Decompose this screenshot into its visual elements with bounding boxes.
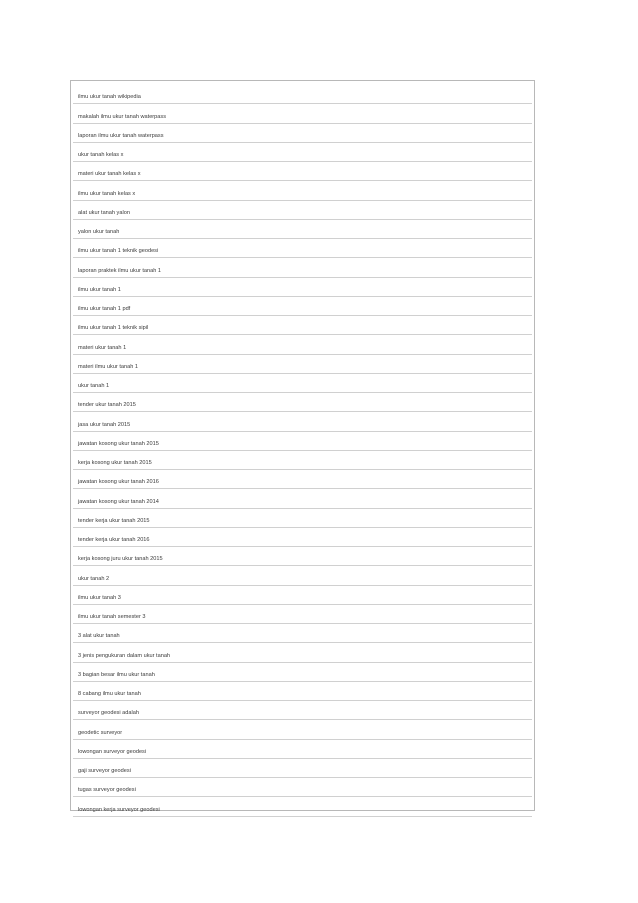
keyword-row [73,85,532,104]
keyword-row [73,759,532,778]
keyword-row [73,220,532,239]
keyword-link[interactable]: ilmu ukur tanah 1 [78,286,121,293]
keyword-row [73,663,532,682]
keyword-link[interactable]: jawatan kosong ukur tanah 2016 [78,479,159,486]
keyword-link[interactable]: ilmu ukur tanah 1 teknik geodesi [78,248,159,255]
keyword-link[interactable]: tugas surveyor geodesi [78,787,136,794]
keyword-link[interactable]: lowongan kerja surveyor geodesi [78,806,160,813]
keyword-link[interactable]: materi ukur tanah kelas x [78,171,141,178]
keyword-link[interactable]: lowongan surveyor geodesi [78,748,147,755]
keyword-link[interactable]: laporan ilmu ukur tanah waterpass [78,132,164,139]
keyword-row [73,432,532,451]
keyword-link[interactable]: alat ukur tanah yalon [78,209,130,216]
keyword-row [73,239,532,258]
keyword-link[interactable]: 3 jenis pengukuran dalam ukur tanah [78,652,171,659]
keyword-list-box [70,80,535,811]
keyword-link[interactable]: kerja kosong ukur tanah 2015 [78,460,152,466]
keyword-row [73,778,532,797]
keyword-row [73,489,532,508]
keyword-link[interactable]: surveyor geodesi adalah [78,710,139,717]
keyword-row [73,720,532,739]
keyword-link[interactable]: 3 bagian besar ilmu ukur tanah [78,671,155,678]
keyword-link[interactable]: ilmu ukur tanah 1 pdf [78,306,131,312]
keyword-link[interactable]: ilmu ukur tanah 3 [78,594,121,601]
keyword-row [73,605,532,624]
keyword-link[interactable]: jawatan kosong ukur tanah 2014 [78,498,159,505]
keyword-row [73,586,532,605]
keyword-link[interactable]: materi ilmu ukur tanah 1 [78,363,139,370]
keyword-row [73,451,532,470]
keyword-link[interactable]: tender kerja ukur tanah 2016 [78,537,150,543]
keyword-row [73,643,532,662]
keyword-row [73,143,532,162]
keyword-row [73,278,532,297]
keyword-link[interactable]: geodetic surveyor [78,729,123,736]
keyword-row [73,528,532,547]
keyword-row [73,335,532,354]
keyword-link[interactable]: ilmu ukur tanah wikipedia [78,94,141,101]
keyword-link[interactable]: tender ukur tanah 2015 [78,402,136,409]
keyword-link[interactable]: ukur tanah 2 [78,575,110,582]
keyword-link[interactable]: jasa ukur tanah 2015 [78,421,131,428]
keyword-link[interactable]: kerja kosong juru ukur tanah 2015 [78,556,163,563]
keyword-row [73,682,532,701]
keyword-row [73,509,532,528]
keyword-link[interactable]: makalah ilmu ukur tanah waterpass [78,113,166,120]
keyword-row [73,316,532,335]
keyword-row [73,547,532,566]
keyword-link[interactable]: ilmu ukur tanah 1 teknik sipil [78,325,149,332]
keyword-link[interactable]: 8 cabang ilmu ukur tanah [78,691,141,697]
keyword-link[interactable]: materi ukur tanah 1 [78,344,127,351]
keyword-row [73,124,532,143]
keyword-row [73,740,532,759]
keyword-link[interactable]: laporan praktek ilmu ukur tanah 1 [78,267,162,274]
keyword-link[interactable]: ilmu ukur tanah semester 3 [78,614,146,620]
keyword-link[interactable]: tender kerja ukur tanah 2015 [78,517,150,524]
keyword-link[interactable]: ukur tanah 1 [78,383,110,389]
keyword-row [73,624,532,643]
keyword-link[interactable]: yalon ukur tanah [78,229,120,235]
keyword-row [73,258,532,277]
keyword-list [73,85,532,817]
keyword-link[interactable]: ilmu ukur tanah kelas x [78,190,136,197]
keyword-row [73,701,532,720]
keyword-row [73,355,532,374]
keyword-link[interactable]: 3 alat ukur tanah [78,633,120,640]
keyword-link[interactable]: ukur tanah kelas x [78,152,124,158]
keyword-row [73,181,532,200]
keyword-row [73,162,532,181]
keyword-row [73,374,532,393]
keyword-row [73,393,532,412]
keyword-link[interactable]: gaji surveyor geodesi [78,768,131,774]
keyword-row [73,201,532,220]
keyword-row [73,104,532,123]
keyword-row [73,797,532,816]
keyword-row [73,470,532,489]
keyword-row [73,297,532,316]
keyword-row [73,412,532,431]
keyword-row [73,566,532,585]
keyword-link[interactable]: jawatan kosong ukur tanah 2015 [78,440,159,447]
